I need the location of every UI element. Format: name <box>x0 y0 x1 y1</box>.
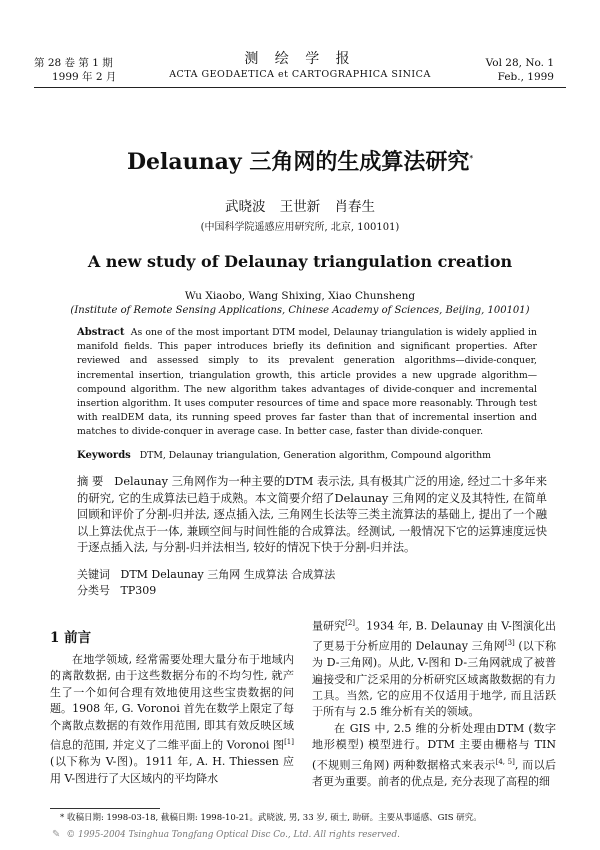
keywords-text: DTM, Delaunay triangulation, Generation algorithm, Compound algorithm <box>139 450 491 461</box>
authors-cn: 武晓波 王世新 肖春生 <box>224 199 376 215</box>
keywords-en <box>77 449 537 463</box>
volume-en: Vol 28, No. 1 <box>485 57 554 69</box>
abstract-label: Abstract <box>77 327 125 338</box>
keywords-cn-label: 关键词 <box>77 568 110 581</box>
abstract-text: As one of the most important DTM model, Delaunay triangulation is widely applied in manifold fields. This paper introduces briefly its definition and significant properties. After reviewed and assessed simply to its prevalent generation algorithms—divide-conquer, incremental insertion, triangulation growth, this article provides a new upgrade algorithm—compound algorithm. The new algorithm takes advantages of divide-conquer and incremental insertion algorithm. It uses computer resources of time and space more reasonably. Through test with realDEM data, its running speed proves far faster than that of incremental insertion and matches to divide-conquer in average case. In better case, faster than divide-conquer. <box>77 327 537 438</box>
citation-ref: [4, 5] <box>495 757 515 766</box>
publisher-logo-icon: ✎ <box>52 829 61 840</box>
citation-ref: [3] <box>504 639 515 648</box>
keywords-label: Keywords <box>77 450 131 461</box>
keywords-cn-text: DTM Delaunay 三角网 生成算法 合成算法 <box>120 568 336 581</box>
affiliation-cn: (中国科学院遥感应用研究所, 北京, 100101) <box>200 222 400 233</box>
citation-ref: [2] <box>345 619 356 627</box>
paragraph: 在 GIS 中, 2.5 维的分析处理由DTM (数字地形模型) 模型进行。DTM 主要由栅格与 TIN (不规则三角网) 两种数据格式来表示[4, 5], 而以后者更为重要。前者的优点是, 充分表现了高程的细 <box>312 721 556 788</box>
classification-code: TP309 <box>120 584 157 597</box>
paragraph: 在地学领域, 经常需要处理大量分布于地域内的离散数据, 由于这些数据分布的不均匀性, 就产生了一个如何合理有效地使用这些宝贵数据的问题。1908 年, G. Voronoi 首先在数学上限定了每个离散点数据的有效作用范围, 即其有效反映区域信息的范围, 并定义了二维平面上的 Voronoi 图[1] (以下称为 V-图)。1911 年, A. H. Thiessen 应用 V-图进行了大区域内的平均降水 <box>50 653 294 785</box>
footnote-divider <box>50 808 160 809</box>
classification <box>77 583 156 598</box>
journal-name-en: ACTA GEODAETICA et CARTOGRAPHICA SINICA <box>169 69 431 80</box>
keywords-cn <box>77 567 335 582</box>
header-divider <box>34 87 566 88</box>
title-footnote-mark: * <box>469 153 474 163</box>
publication-date-en: Feb., 1999 <box>497 71 554 83</box>
abstract-cn-label: 摘 要 <box>77 475 104 488</box>
citation-ref: [1] <box>284 738 294 747</box>
paragraph: 量研究[2]。1934 年, B. Delaunay 由 V-图演化出了更易于分析应用的 Delaunay 三角网[3] (以下称为 D-三角网)。从此, V-图和 D-三角网就成了被普遍接受和广泛采用的分析研究区域离散数据的有力工具。当然, 它的应用不仅适用于地学, 而且活跃于所有与 2.5 维分析有关的领域。 <box>312 619 557 719</box>
affiliation-en: (Institute of Remote Sensing Applications, Chinese Academy of Sciences, Beijing, 100101) <box>70 305 530 316</box>
abstract-cn-text: Delaunay 三角网作为一种主要的DTM 表示法, 具有极其广泛的用途, 经过二十多年来的研究, 它的生成算法已趋于成熟。本文简要介绍了Delaunay 三角网的定义及其特性, 在简单回顾和评价了分割-归并法, 逐点插入法, 三角网生长法等三类主流算法的基础上, 提出了一个融以上算法优点于一体, 兼顾空间与时间性能的合成算法。经测试, 一般情况下它的运算速度远快于逐点插入法, 与分割-归并法相当, 较好的情况下快于分割-归并法。 <box>77 475 548 555</box>
abstract-en <box>77 326 537 440</box>
authors-en: Wu Xiaobo, Wang Shixing, Xiao Chunsheng <box>184 290 416 302</box>
publication-date-cn: 1999 年 2 月 <box>52 71 117 83</box>
volume-issue: 第 28 卷 第 1 期 <box>34 57 113 69</box>
paper-title-en: A new study of Delaunay triangulation creation <box>87 252 513 271</box>
header-right <box>486 56 554 84</box>
copyright-text: © 1995-2004 Tsinghua Tongfang Optical Disc Co., Ltd. All rights reserved. <box>66 830 400 840</box>
body-column-right <box>312 615 556 790</box>
copyright-line <box>52 829 400 840</box>
journal-name-cn: 测 绘 学 报 <box>244 51 356 67</box>
footnote: * 收稿日期: 1998-03-18, 截稿日期: 1998-10-21。武晓波, 男, 33 岁, 硕士, 助研。主要从事遥感、GIS 研究。 <box>60 813 482 823</box>
paper-title-cn: Delaunay 三角网的生成算法研究* <box>126 149 474 175</box>
abstract-cn <box>77 474 547 557</box>
body-column-left <box>50 652 294 787</box>
classification-label: 分类号 <box>77 584 110 597</box>
section-title: 1 前言 <box>50 630 92 646</box>
